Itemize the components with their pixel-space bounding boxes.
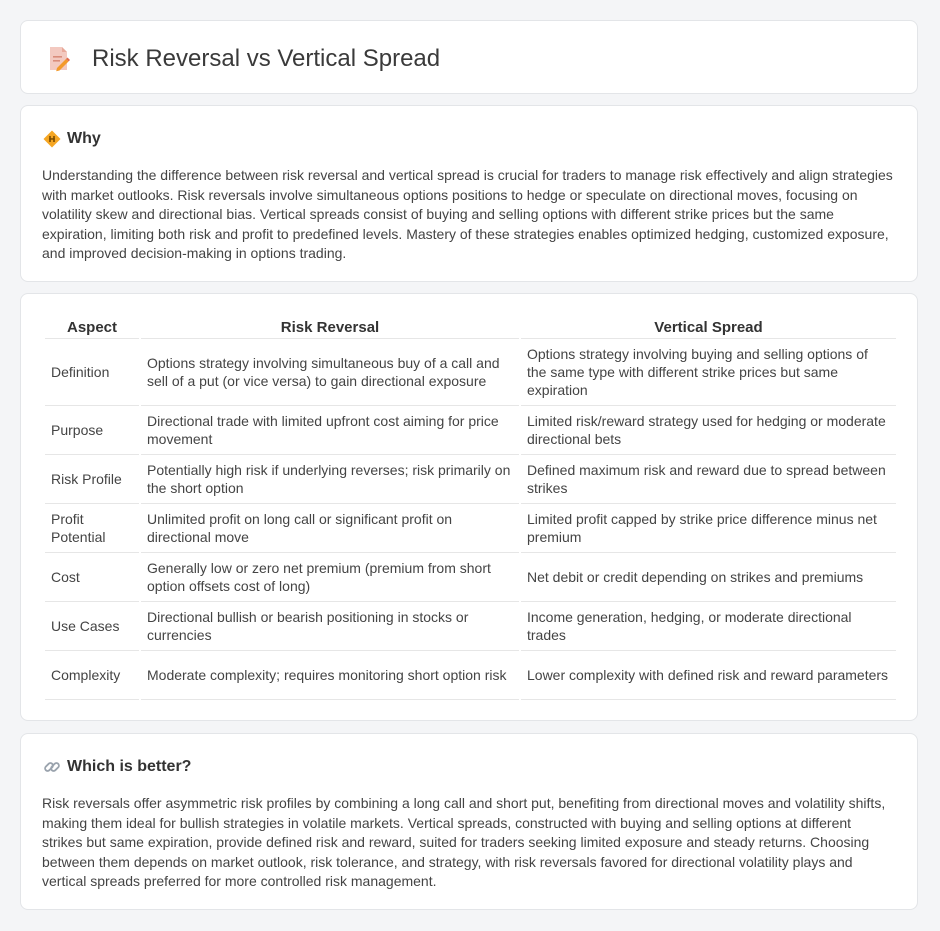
vertical-spread-cell: Lower complexity with defined risk and reward parameters [521, 651, 896, 700]
header-risk-reversal: Risk Reversal [141, 316, 519, 339]
table-row [45, 602, 896, 651]
vertical-spread-cell: Net debit or credit depending on strikes and premiums [521, 553, 896, 602]
diamond-sign-icon [43, 130, 61, 148]
why-heading: Why [67, 130, 101, 147]
vertical-spread-cell: Defined maximum risk and reward due to spread between strikes [521, 455, 896, 504]
better-text: Risk reversals offer asymmetric risk profiles by combining a long call and short put, benefiting from directional moves and volatility shifts, making them ideal for bullish strategies in volatile markets. Vertical spreads, constructed with buying and selling options at different strikes but same expiration, provide defined risk and reward, suited for traders seeking limited exposure and steady returns. Choosing between them depends on market outlook, risk tolerance, and strategy, with risk reversals favored for directional volatility plays and vertical spreads preferred for more controlled risk management. [42, 795, 886, 890]
header-vertical-spread: Vertical Spread [521, 316, 896, 339]
table-row [45, 651, 896, 700]
risk-reversal-cell: Directional trade with limited upfront cost aiming for price movement [141, 406, 519, 455]
risk-reversal-cell: Directional bullish or bearish positioning in stocks or currencies [141, 602, 519, 651]
aspect-cell: Use Cases [45, 602, 139, 651]
comparison-table [43, 316, 898, 700]
header-aspect: Aspect [45, 316, 139, 339]
aspect-cell: Risk Profile [45, 455, 139, 504]
better-heading-row [43, 758, 191, 776]
why-section [20, 105, 918, 282]
vertical-spread-cell: Limited risk/reward strategy used for hedging or moderate directional bets [521, 406, 896, 455]
document-pencil-icon [47, 46, 71, 72]
table-row [45, 504, 896, 553]
comparison-table-card [20, 293, 918, 721]
link-icon [43, 758, 61, 776]
risk-reversal-cell: Potentially high risk if underlying reverses; risk primarily on the short option [141, 455, 519, 504]
better-heading: Which is better? [67, 758, 192, 775]
aspect-cell: Complexity [45, 651, 139, 700]
vertical-spread-cell: Limited profit capped by strike price difference minus net premium [521, 504, 896, 553]
which-is-better-section [20, 733, 918, 910]
risk-reversal-cell: Moderate complexity; requires monitoring short option risk [141, 651, 519, 700]
table-row [45, 339, 896, 406]
why-text: Understanding the difference between risk reversal and vertical spread is crucial for traders to manage risk effectively and align strategies with market outlooks. Risk reversals involve simultaneous options positions to hedge or speculate on directional moves, focusing on volatility skew and directional bias. Vertical spreads consist of buying and selling options with different strike prices but the same expiration, limiting both risk and profit to predefined levels. Mastery of these strategies enables optimized hedging, customized exposure, and improved decision-making in options trading. [42, 167, 893, 262]
risk-reversal-cell: Generally low or zero net premium (premium from short option offsets cost of long) [141, 553, 519, 602]
table-header-row [45, 316, 896, 339]
table-row [45, 406, 896, 455]
why-heading-row [43, 130, 101, 148]
aspect-cell: Cost [45, 553, 139, 602]
table-row [45, 455, 896, 504]
aspect-cell: Profit Potential [45, 504, 139, 553]
page-title: Risk Reversal vs Vertical Spread [92, 45, 441, 72]
risk-reversal-cell: Options strategy involving simultaneous buy of a call and sell of a put (or vice versa) to gain directional exposure [141, 339, 519, 406]
vertical-spread-cell: Options strategy involving buying and selling options of the same type with different strike prices but same expiration [521, 339, 896, 406]
risk-reversal-cell: Unlimited profit on long call or significant profit on directional move [141, 504, 519, 553]
vertical-spread-cell: Income generation, hedging, or moderate directional trades [521, 602, 896, 651]
table-row [45, 553, 896, 602]
aspect-cell: Definition [45, 339, 139, 406]
title-card [20, 20, 918, 94]
aspect-cell: Purpose [45, 406, 139, 455]
